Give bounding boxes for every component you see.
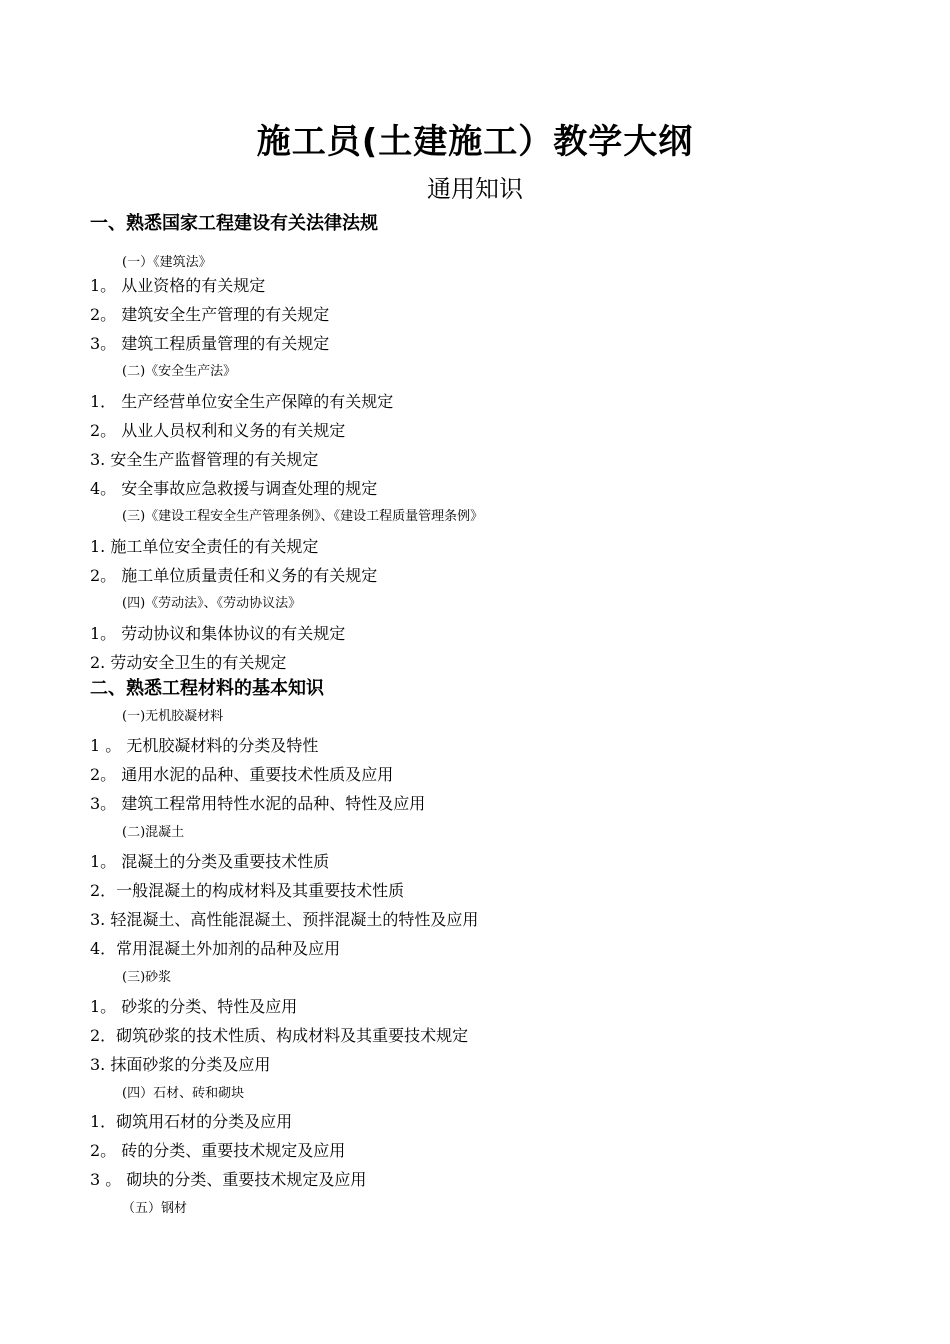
subsection-label: (三)砂浆 <box>122 970 172 985</box>
list-item: 1。 砂浆的分类、特性及应用 <box>90 997 298 1016</box>
list-item: 2。 砖的分类、重要技术规定及应用 <box>90 1141 346 1160</box>
subsection-label: (一）《建筑法》 <box>122 255 212 270</box>
document-title: 施工员(土建施工）教学大纲 <box>256 122 694 162</box>
subsection-label: (二)《安全生产法》 <box>122 364 237 379</box>
subsection-label: (二)混凝土 <box>122 825 185 840</box>
list-item: 2。 施工单位质量责任和义务的有关规定 <box>90 566 378 585</box>
list-item: 1。 混凝土的分类及重要技术性质 <box>90 852 330 871</box>
document-subtitle: 通用知识 <box>427 175 523 203</box>
list-item: 2。 从业人员权利和义务的有关规定 <box>90 421 346 440</box>
list-item: 2。 通用水泥的品种、重要技术性质及应用 <box>90 765 394 784</box>
list-item: 1．砌筑用石材的分类及应用 <box>90 1112 293 1131</box>
list-item: 2．砌筑砂浆的技术性质、构成材料及其重要技术规定 <box>90 1026 469 1045</box>
list-item: 3 。 砌块的分类、重要技术规定及应用 <box>90 1170 367 1189</box>
list-item: 1。 劳动协议和集体协议的有关规定 <box>90 624 346 643</box>
subsection-label: （五）钢材 <box>122 1201 188 1216</box>
list-item: 1． 生产经营单位安全生产保障的有关规定 <box>90 392 394 411</box>
subsection-label: (三)《建设工程安全生产管理条例》、《建设工程质量管理条例》 <box>122 509 484 524</box>
list-item: 1. 施工单位安全责任的有关规定 <box>90 537 319 556</box>
list-item: 3。 建筑工程常用特性水泥的品种、特性及应用 <box>90 794 426 813</box>
section-heading: 一、熟悉国家工程建设有关法律法规 <box>90 213 378 234</box>
list-item: 4。 安全事故应急救援与调查处理的规定 <box>90 479 378 498</box>
list-item: 1。 从业资格的有关规定 <box>90 276 266 295</box>
list-item: 3. 抹面砂浆的分类及应用 <box>90 1055 271 1074</box>
subsection-label: (四）石材、砖和砌块 <box>122 1086 245 1101</box>
list-item: 4．常用混凝土外加剂的品种及应用 <box>90 939 341 958</box>
list-item: 3. 安全生产监督管理的有关规定 <box>90 450 319 469</box>
list-item: 2. 劳动安全卫生的有关规定 <box>90 653 287 672</box>
list-item: 2。 建筑安全生产管理的有关规定 <box>90 305 330 324</box>
subsection-label: (一)无机胶凝材料 <box>122 709 224 724</box>
section-heading: 二、熟悉工程材料的基本知识 <box>90 678 324 699</box>
list-item: 1 。 无机胶凝材料的分类及特性 <box>90 736 319 755</box>
list-item: 2．一般混凝土的构成材料及其重要技术性质 <box>90 881 405 900</box>
list-item: 3。 建筑工程质量管理的有关规定 <box>90 334 330 353</box>
list-item: 3. 轻混凝土、高性能混凝土、预拌混凝土的特性及应用 <box>90 910 479 929</box>
subsection-label: (四)《劳动法》、《劳动协议法》 <box>122 596 302 611</box>
